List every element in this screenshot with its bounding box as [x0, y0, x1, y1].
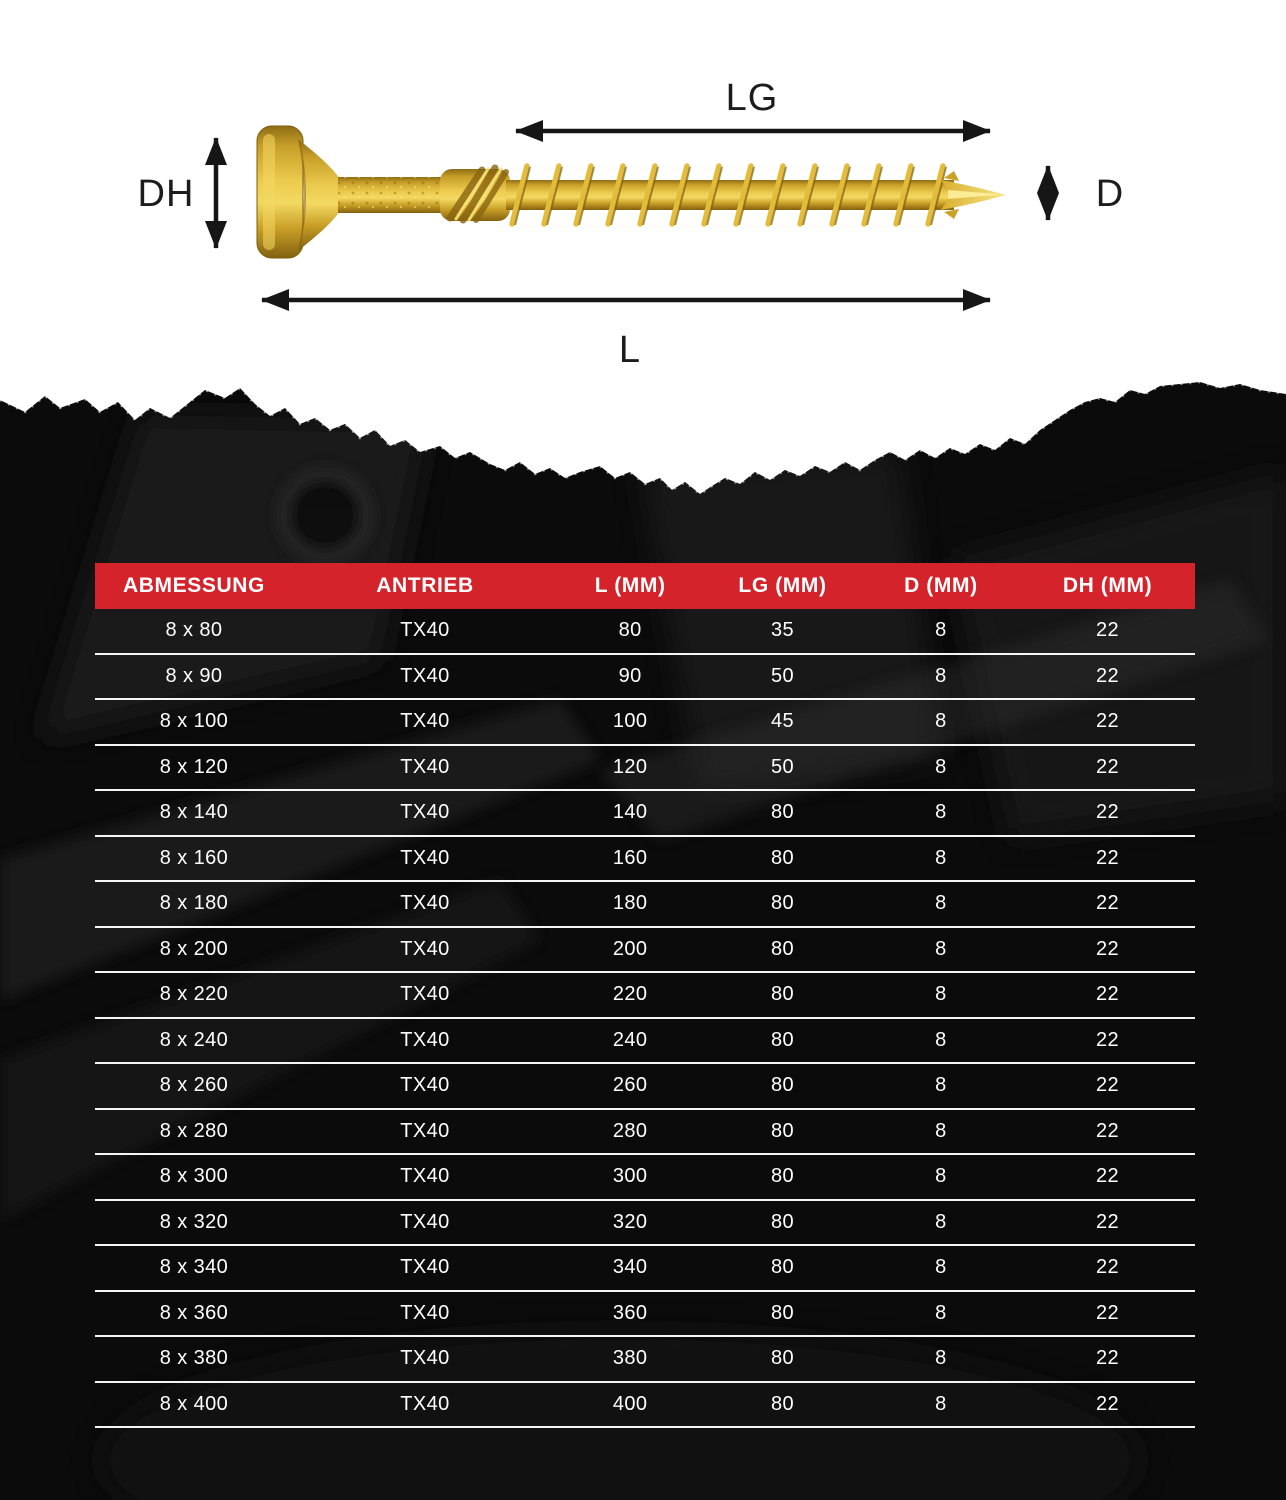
- cell-d-mm: 8: [935, 1028, 947, 1051]
- cell-antrieb: TX40: [400, 755, 450, 778]
- cell-d-mm: 8: [935, 983, 947, 1006]
- cell-abmessung: 8 x 260: [159, 1074, 229, 1097]
- cell-dh-mm: 22: [1096, 1210, 1120, 1233]
- table-row: [95, 1337, 1195, 1383]
- cell-dh-mm: 22: [1096, 710, 1120, 733]
- table-row: [95, 655, 1195, 701]
- cell-d-mm: 8: [935, 1165, 947, 1188]
- cell-abmessung: 8 x 120: [159, 755, 229, 778]
- cell-d-mm: 8: [935, 755, 947, 778]
- table-row: [95, 1019, 1195, 1065]
- cell-d-mm: 8: [935, 1074, 947, 1097]
- cell-abmessung: 8 x 100: [159, 710, 229, 733]
- cell-l-mm: 380: [612, 1347, 648, 1370]
- table-row: [95, 609, 1195, 655]
- cell-l-mm: 120: [612, 755, 648, 778]
- cell-lg-mm: 50: [770, 664, 795, 687]
- cell-lg-mm: 80: [770, 892, 795, 915]
- screw-diagram: [138, 77, 1125, 371]
- cell-d-mm: 8: [935, 937, 947, 960]
- cell-dh-mm: 22: [1096, 937, 1120, 960]
- dimension-label-d: D: [1095, 173, 1125, 215]
- column-header-antrieb: ANTRIEB: [376, 574, 474, 597]
- table-row: [95, 1201, 1195, 1247]
- cell-antrieb: TX40: [400, 1392, 450, 1415]
- cell-abmessung: 8 x 400: [159, 1392, 229, 1415]
- cell-l-mm: 400: [612, 1392, 648, 1415]
- table-row: [95, 1110, 1195, 1156]
- cell-antrieb: TX40: [400, 1119, 450, 1142]
- cell-d-mm: 8: [935, 846, 947, 869]
- cell-dh-mm: 22: [1096, 1347, 1120, 1370]
- cell-abmessung: 8 x 280: [159, 1119, 229, 1142]
- cell-lg-mm: 35: [770, 619, 795, 642]
- cell-l-mm: 180: [612, 892, 648, 915]
- cell-antrieb: TX40: [400, 1028, 450, 1051]
- cell-antrieb: TX40: [400, 710, 450, 733]
- cell-abmessung: 8 x 340: [159, 1256, 229, 1279]
- cell-abmessung: 8 x 160: [159, 846, 229, 869]
- column-header-d-mm: D (MM): [904, 574, 978, 597]
- cell-antrieb: TX40: [400, 1301, 450, 1324]
- cell-lg-mm: 80: [770, 1119, 795, 1142]
- cell-antrieb: TX40: [400, 1210, 450, 1233]
- dimension-label-l: L: [618, 329, 642, 371]
- table-header-row: [95, 563, 1195, 609]
- cell-l-mm: 320: [612, 1210, 648, 1233]
- cell-antrieb: TX40: [400, 664, 450, 687]
- cell-l-mm: 200: [612, 937, 648, 960]
- cell-dh-mm: 22: [1096, 1074, 1120, 1097]
- cell-antrieb: TX40: [400, 1347, 450, 1370]
- table-row: [95, 1246, 1195, 1292]
- cell-abmessung: 8 x 90: [165, 664, 223, 687]
- cell-l-mm: 220: [612, 983, 648, 1006]
- column-header-dh-mm: DH (MM): [1062, 574, 1153, 597]
- cell-d-mm: 8: [935, 1301, 947, 1324]
- screw-head-highlight: [263, 134, 275, 250]
- cell-dh-mm: 22: [1096, 983, 1120, 1006]
- cell-abmessung: 8 x 200: [159, 937, 229, 960]
- table-row: [95, 746, 1195, 792]
- cell-l-mm: 140: [612, 801, 648, 824]
- cell-d-mm: 8: [935, 1256, 947, 1279]
- cell-lg-mm: 80: [770, 1074, 795, 1097]
- screw-tip-serration-top: [944, 171, 959, 181]
- cell-d-mm: 8: [935, 1392, 947, 1415]
- cell-lg-mm: 80: [770, 1210, 795, 1233]
- cell-d-mm: 8: [935, 619, 947, 642]
- cell-dh-mm: 22: [1096, 846, 1120, 869]
- cell-dh-mm: 22: [1096, 1119, 1120, 1142]
- cell-l-mm: 340: [612, 1256, 648, 1279]
- cell-l-mm: 260: [612, 1074, 648, 1097]
- cell-l-mm: 280: [612, 1119, 648, 1142]
- cell-d-mm: 8: [935, 664, 947, 687]
- cell-dh-mm: 22: [1096, 755, 1120, 778]
- table-row: [95, 791, 1195, 837]
- cell-lg-mm: 80: [770, 983, 795, 1006]
- screw-tip-serration-bottom: [944, 209, 959, 219]
- cell-abmessung: 8 x 180: [159, 892, 229, 915]
- cell-d-mm: 8: [935, 801, 947, 824]
- dimension-label-lg: LG: [725, 77, 779, 119]
- table-row: [95, 1383, 1195, 1429]
- screw-thread-core: [506, 180, 954, 210]
- dimension-label-dh: DH: [137, 173, 195, 215]
- cell-lg-mm: 80: [770, 1256, 795, 1279]
- table-row: [95, 1155, 1195, 1201]
- cell-antrieb: TX40: [400, 983, 450, 1006]
- cell-dh-mm: 22: [1096, 1301, 1120, 1324]
- cell-antrieb: TX40: [400, 937, 450, 960]
- table-row: [95, 973, 1195, 1019]
- cell-lg-mm: 50: [770, 755, 795, 778]
- cell-d-mm: 8: [935, 1210, 947, 1233]
- cell-abmessung: 8 x 380: [159, 1347, 229, 1370]
- cell-d-mm: 8: [935, 1119, 947, 1142]
- cell-l-mm: 100: [612, 710, 648, 733]
- cell-dh-mm: 22: [1096, 1256, 1120, 1279]
- cell-l-mm: 240: [612, 1028, 648, 1051]
- table-body: [95, 609, 1195, 1428]
- cell-dh-mm: 22: [1096, 892, 1120, 915]
- cell-antrieb: TX40: [400, 619, 450, 642]
- cell-l-mm: 160: [612, 846, 648, 869]
- column-header-l-mm: L (MM): [594, 574, 666, 597]
- cell-abmessung: 8 x 360: [159, 1301, 229, 1324]
- cell-lg-mm: 80: [770, 1301, 795, 1324]
- cell-lg-mm: 80: [770, 937, 795, 960]
- cell-lg-mm: 80: [770, 1165, 795, 1188]
- cell-dh-mm: 22: [1096, 664, 1120, 687]
- table-row: [95, 700, 1195, 746]
- cell-abmessung: 8 x 220: [159, 983, 229, 1006]
- cell-antrieb: TX40: [400, 1256, 450, 1279]
- cell-lg-mm: 80: [770, 1392, 795, 1415]
- cell-l-mm: 360: [612, 1301, 648, 1324]
- cell-lg-mm: 80: [770, 801, 795, 824]
- table-row: [95, 882, 1195, 928]
- cell-lg-mm: 80: [770, 1347, 795, 1370]
- cell-antrieb: TX40: [400, 846, 450, 869]
- cell-abmessung: 8 x 300: [159, 1165, 229, 1188]
- table-row: [95, 837, 1195, 883]
- cell-abmessung: 8 x 80: [165, 619, 223, 642]
- cell-d-mm: 8: [935, 892, 947, 915]
- table-row: [95, 1064, 1195, 1110]
- cell-dh-mm: 22: [1096, 1392, 1120, 1415]
- cell-dh-mm: 22: [1096, 619, 1120, 642]
- table-row: [95, 928, 1195, 974]
- cell-dh-mm: 22: [1096, 1028, 1120, 1051]
- cell-d-mm: 8: [935, 710, 947, 733]
- spec-table: [95, 563, 1195, 1428]
- column-header-lg-mm: LG (MM): [738, 574, 827, 597]
- cell-l-mm: 90: [618, 664, 642, 687]
- cell-lg-mm: 80: [770, 1028, 795, 1051]
- cell-l-mm: 300: [612, 1165, 648, 1188]
- cell-l-mm: 80: [618, 619, 642, 642]
- cell-d-mm: 8: [935, 1347, 947, 1370]
- dimension-arrows: [216, 131, 1048, 300]
- screw-illustration: [257, 126, 1006, 258]
- cell-antrieb: TX40: [400, 892, 450, 915]
- cell-abmessung: 8 x 140: [159, 801, 229, 824]
- cell-dh-mm: 22: [1096, 1165, 1120, 1188]
- cell-antrieb: TX40: [400, 1074, 450, 1097]
- cell-lg-mm: 80: [770, 846, 795, 869]
- saw-blade-hub-shape: [283, 473, 367, 557]
- cell-abmessung: 8 x 240: [159, 1028, 229, 1051]
- cell-abmessung: 8 x 320: [159, 1210, 229, 1233]
- cell-lg-mm: 45: [770, 710, 795, 733]
- cell-dh-mm: 22: [1096, 801, 1120, 824]
- table-row: [95, 1292, 1195, 1338]
- column-header-abmessung: ABMESSUNG: [123, 574, 265, 597]
- cell-antrieb: TX40: [400, 1165, 450, 1188]
- cell-antrieb: TX40: [400, 801, 450, 824]
- screw-shank-texture: [338, 177, 442, 213]
